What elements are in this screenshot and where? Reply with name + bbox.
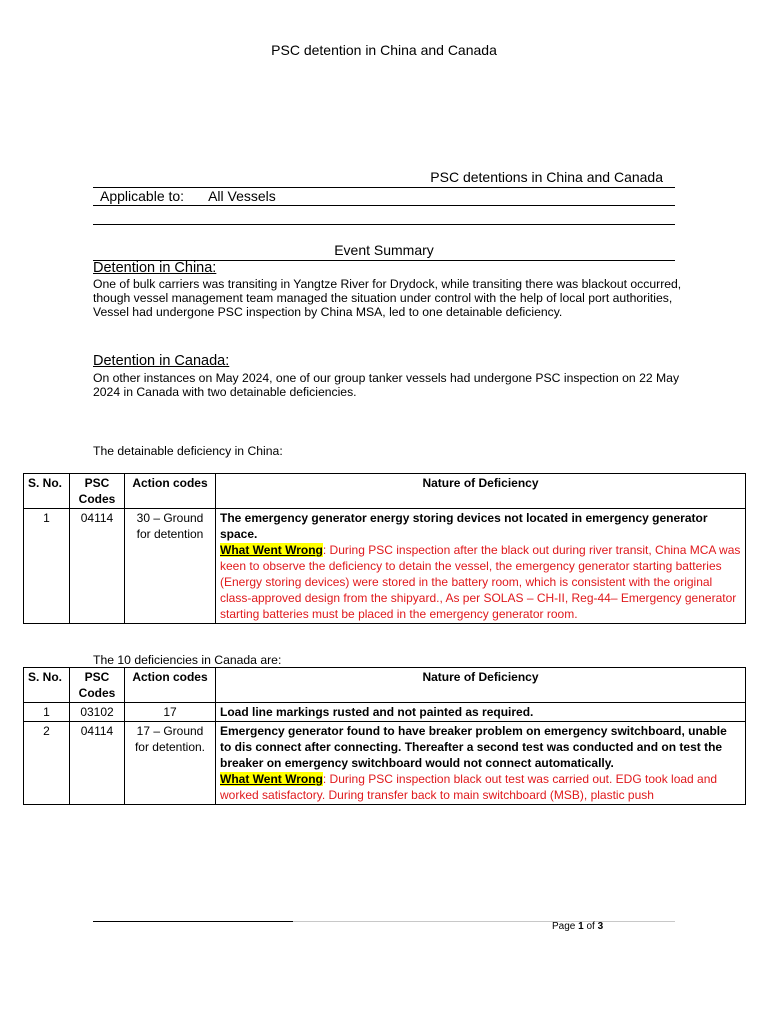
table-row — [24, 703, 746, 722]
canada-deficiency-table — [23, 667, 746, 805]
page-number — [552, 921, 603, 932]
cell-action: 17 – Ground for detention. — [125, 722, 216, 805]
applicable-value: All Vessels — [208, 188, 276, 204]
china-paragraph: One of bulk carriers was transiting in Yangtze River for Drydock, while transiting there was blackout occurred, though vessel management team managed the situation under control with the help of local port authorities, Vessel had undergone PSC inspection by China MSA, led to one detainable deficiency. — [93, 277, 682, 319]
deficiency-text: Emergency generator found to have breaker problem on emergency switchboard, unable to dis connect after connecting. Thereafter a second test was conducted and on test the breaker on emergency switchboard would not connect automatically. — [220, 724, 727, 770]
what-went-wrong — [220, 771, 741, 803]
table-row — [24, 509, 746, 624]
cell-psc: 03102 — [70, 703, 125, 722]
header-sno: S. No. — [24, 668, 70, 703]
header-action: Action codes — [125, 668, 216, 703]
what-went-wrong-label: What Went Wrong — [220, 772, 323, 786]
canada-heading: Detention in Canada: — [93, 353, 230, 369]
cell-sno: 1 — [24, 703, 70, 722]
china-heading: Detention in China: — [93, 260, 217, 276]
header-psc: PSC Codes — [70, 668, 125, 703]
header-title: PSC detentions in China and Canada — [430, 169, 663, 185]
page-total: 3 — [597, 921, 604, 932]
header-sno: S. No. — [24, 474, 70, 509]
document-title: PSC detention in China and Canada — [271, 42, 497, 58]
china-table-caption: The detainable deficiency in China: — [93, 444, 283, 458]
header-nature: Nature of Deficiency — [216, 474, 746, 509]
footer-rule-light — [293, 921, 675, 922]
header-nature: Nature of Deficiency — [216, 668, 746, 703]
what-went-wrong-text: : During PSC inspection after the black out during river transit, China MCA was keen to observe the deficiency to detain the vessel, the emergency generator starting batteries (Energy storing devices) were stored in the battery room, which is consistent with the original class-approved design from the shipyard., As per SOLAS – CH-II, Reg-44– Emergency generator starting batteries must be placed in the emergency generator room. — [220, 543, 741, 621]
what-went-wrong — [220, 542, 741, 622]
cell-action: 30 – Ground for detention — [125, 509, 216, 624]
table-row — [24, 722, 746, 805]
cell-sno: 1 — [24, 509, 70, 624]
cell-psc: 04114 — [70, 722, 125, 805]
header-action: Action codes — [125, 474, 216, 509]
china-deficiency-table — [23, 473, 746, 624]
cell-psc: 04114 — [70, 509, 125, 624]
page-of: of — [583, 921, 598, 932]
cell-action: 17 — [125, 703, 216, 722]
cell-nature — [216, 722, 746, 805]
what-went-wrong-text: : During PSC inspection black out test was carried out. EDG took load and worked satisfactory. During transfer back to main switchboard (MSB), plastic push — [220, 772, 718, 802]
applicable-label: Applicable to: — [100, 188, 185, 204]
page-current: 1 — [578, 921, 584, 932]
table-header-row — [24, 474, 746, 509]
applicable-row — [100, 188, 276, 204]
page-prefix: Page — [552, 921, 579, 932]
cell-sno: 2 — [24, 722, 70, 805]
canada-paragraph: On other instances on May 2024, one of our group tanker vessels had undergone PSC inspection on 22 May 2024 in Canada with two detainable deficiencies. — [93, 371, 680, 399]
header-rule-bottom — [93, 224, 675, 225]
table-header-row — [24, 668, 746, 703]
cell-nature — [216, 509, 746, 624]
deficiency-text: The emergency generator energy storing devices not located in emergency generator space. — [220, 511, 708, 541]
event-summary-heading: Event Summary — [334, 242, 434, 258]
what-went-wrong-label: What Went Wrong — [220, 543, 323, 557]
header-psc: PSC Codes — [70, 474, 125, 509]
footer-rule — [93, 921, 293, 922]
header-rule-mid — [93, 205, 675, 206]
cell-nature: Load line markings rusted and not painted as required. — [216, 703, 746, 722]
canada-table-caption: The 10 deficiencies in Canada are: — [93, 653, 282, 667]
